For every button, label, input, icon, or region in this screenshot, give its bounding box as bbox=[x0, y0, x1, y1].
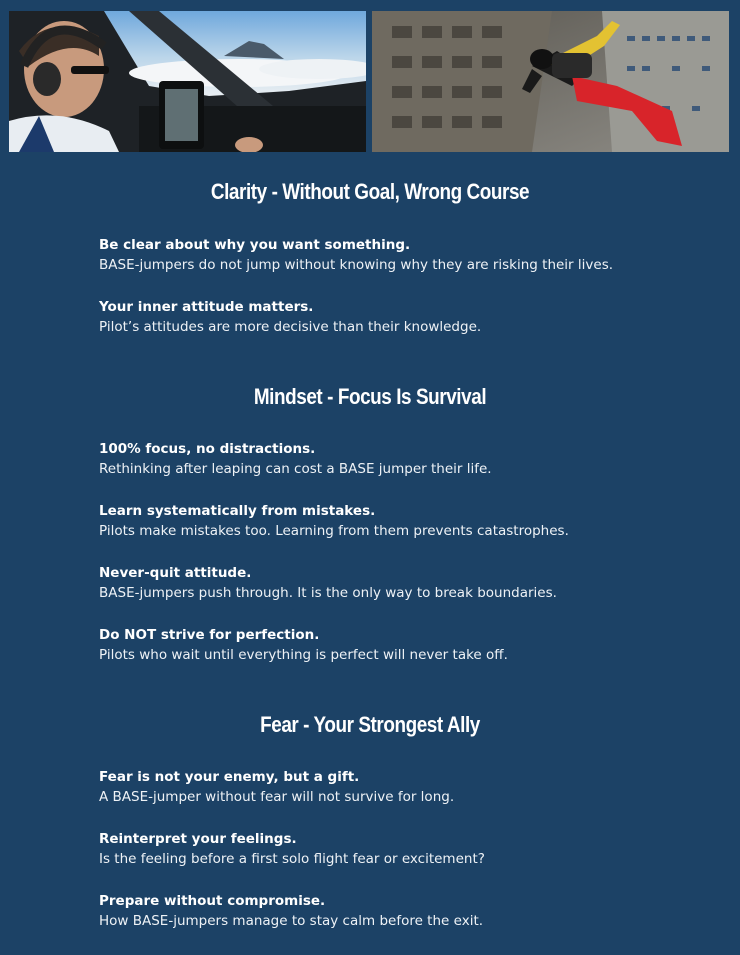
item-heading: Prepare without compromise. bbox=[99, 893, 326, 909]
item-heading: 100% focus, no distractions. bbox=[99, 441, 316, 457]
item-heading: Never-quit attitude. bbox=[99, 565, 252, 581]
header-photos bbox=[9, 11, 729, 152]
item-heading: Reinterpret your feelings. bbox=[99, 831, 297, 847]
list-item bbox=[99, 501, 719, 542]
pilot-cockpit-photo bbox=[9, 11, 366, 152]
list-item bbox=[99, 235, 719, 276]
item-heading: Do NOT strive for perfection. bbox=[99, 627, 320, 643]
item-body: Pilot’s attitudes are more decisive than their knowledge. bbox=[99, 319, 482, 335]
section-title-fear: Fear - Your Strongest Ally bbox=[260, 712, 480, 737]
item-body: BASE-jumpers push through. It is the only way to break boundaries. bbox=[99, 585, 557, 601]
item-body: BASE-jumpers do not jump without knowing why they are risking their lives. bbox=[99, 257, 614, 273]
item-body: Is the feeling before a first solo flight fear or excitement? bbox=[99, 851, 485, 867]
section-title-mindset: Mindset - Focus Is Survival bbox=[253, 384, 487, 409]
list-item bbox=[99, 625, 719, 666]
item-heading: Be clear about why you want something. bbox=[99, 237, 411, 253]
list-item bbox=[99, 891, 719, 932]
list-item bbox=[99, 767, 719, 808]
list-item bbox=[99, 829, 719, 870]
list-item bbox=[99, 563, 719, 604]
item-heading: Your inner attitude matters. bbox=[99, 299, 314, 315]
base-jumper-photo bbox=[372, 11, 729, 152]
item-body: Pilots who wait until everything is perfect will never take off. bbox=[99, 647, 508, 663]
item-body: How BASE-jumpers manage to stay calm before the exit. bbox=[99, 913, 484, 929]
item-body: A BASE-jumper without fear will not survive for long. bbox=[99, 789, 455, 805]
item-heading: Fear is not your enemy, but a gift. bbox=[99, 769, 360, 785]
section-title-clarity: Clarity - Without Goal, Wrong Course bbox=[210, 179, 530, 204]
item-body: Pilots make mistakes too. Learning from them prevents catastrophes. bbox=[99, 523, 569, 539]
item-body: Rethinking after leaping can cost a BASE jumper their life. bbox=[99, 461, 492, 477]
list-item bbox=[99, 439, 719, 480]
list-item bbox=[99, 297, 719, 338]
item-heading: Learn systematically from mistakes. bbox=[99, 503, 376, 519]
